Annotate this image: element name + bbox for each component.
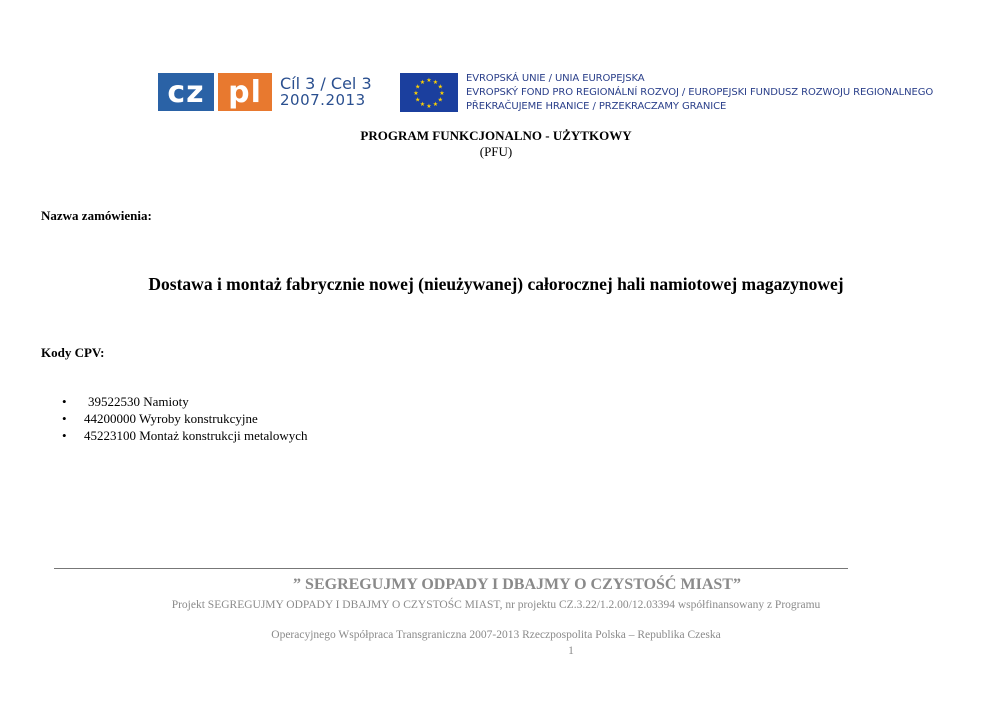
svg-text:★: ★ <box>413 90 419 97</box>
svg-text:★: ★ <box>432 101 439 109</box>
footer-title: ” SEGREGUJMY ODPADY I DBAJMY O CZYSTOŚĆ MIAST” <box>293 576 741 593</box>
list-item <box>62 410 308 427</box>
czpl-logo-line1: Cíl 3 / Cel 3 <box>280 74 372 93</box>
document-subtitle: (PFU) <box>479 144 513 159</box>
svg-text:★: ★ <box>437 96 443 104</box>
eu-logo-text <box>466 72 933 114</box>
eu-logo-line2: EVROPSKÝ FOND PRO REGIONÁLNÍ ROZVOJ / EUROPEJSKI FUNDUSZ ROZWOJU REGIONALNEGO <box>466 87 934 98</box>
svg-text:★: ★ <box>437 83 443 91</box>
svg-text:★: ★ <box>426 77 432 84</box>
svg-text:★: ★ <box>439 90 445 97</box>
footer-divider <box>54 568 848 569</box>
svg-text:★: ★ <box>415 83 421 91</box>
cpv-label: Kody CPV: <box>41 345 105 360</box>
czpl-logo-cz: cz <box>158 73 214 111</box>
eu-flag-icon <box>400 73 458 112</box>
order-title: Dostawa i montaż fabrycznie nowej (nieużywanej) całorocznej hali namiotowej magazynowej <box>148 274 844 294</box>
document-title: PROGRAM FUNKCJONALNO - UŻYTKOWY <box>360 128 632 143</box>
eu-logo-line3: PŘEKRAČUJEME HRANICE / PRZEKRACZAMY GRANICE <box>466 101 727 112</box>
czpl-logo-pl: pl <box>218 73 272 111</box>
svg-text:★: ★ <box>419 101 426 109</box>
svg-text:★: ★ <box>426 103 432 110</box>
eu-logo-line1: EVROPSKÁ UNIE / UNIA EUROPEJSKA <box>466 73 645 84</box>
page-number: 1 <box>568 645 574 657</box>
cpv-list <box>62 393 308 444</box>
list-item <box>62 427 308 444</box>
order-name-label: Nazwa zamówienia: <box>41 208 152 223</box>
cpv-item-text: 45223100 Montaż konstrukcji metalowych <box>84 428 308 443</box>
svg-text:★: ★ <box>415 96 421 104</box>
footer-text-line1: Projekt SEGREGUJMY ODPADY I DBAJMY O CZYSTOŚC MIAST, nr projektu CZ.3.22/1.2.00/12.03394 współfinansowany z Programu <box>171 599 821 611</box>
svg-text:★: ★ <box>419 78 426 86</box>
footer-text-line2: Operacyjnego Współpraca Transgraniczna 2007-2013 Rzeczpospolita Polska – Republika Czeska <box>271 629 721 641</box>
czpl-logo-text <box>280 75 372 109</box>
czpl-logo-line2: 2007.2013 <box>280 91 366 109</box>
svg-text:★: ★ <box>432 78 439 86</box>
cpv-item-text: 39522530 Namioty <box>88 394 189 409</box>
list-item <box>62 393 308 410</box>
czpl-logo <box>158 72 372 112</box>
cpv-item-text: 44200000 Wyroby konstrukcyjne <box>84 411 258 426</box>
